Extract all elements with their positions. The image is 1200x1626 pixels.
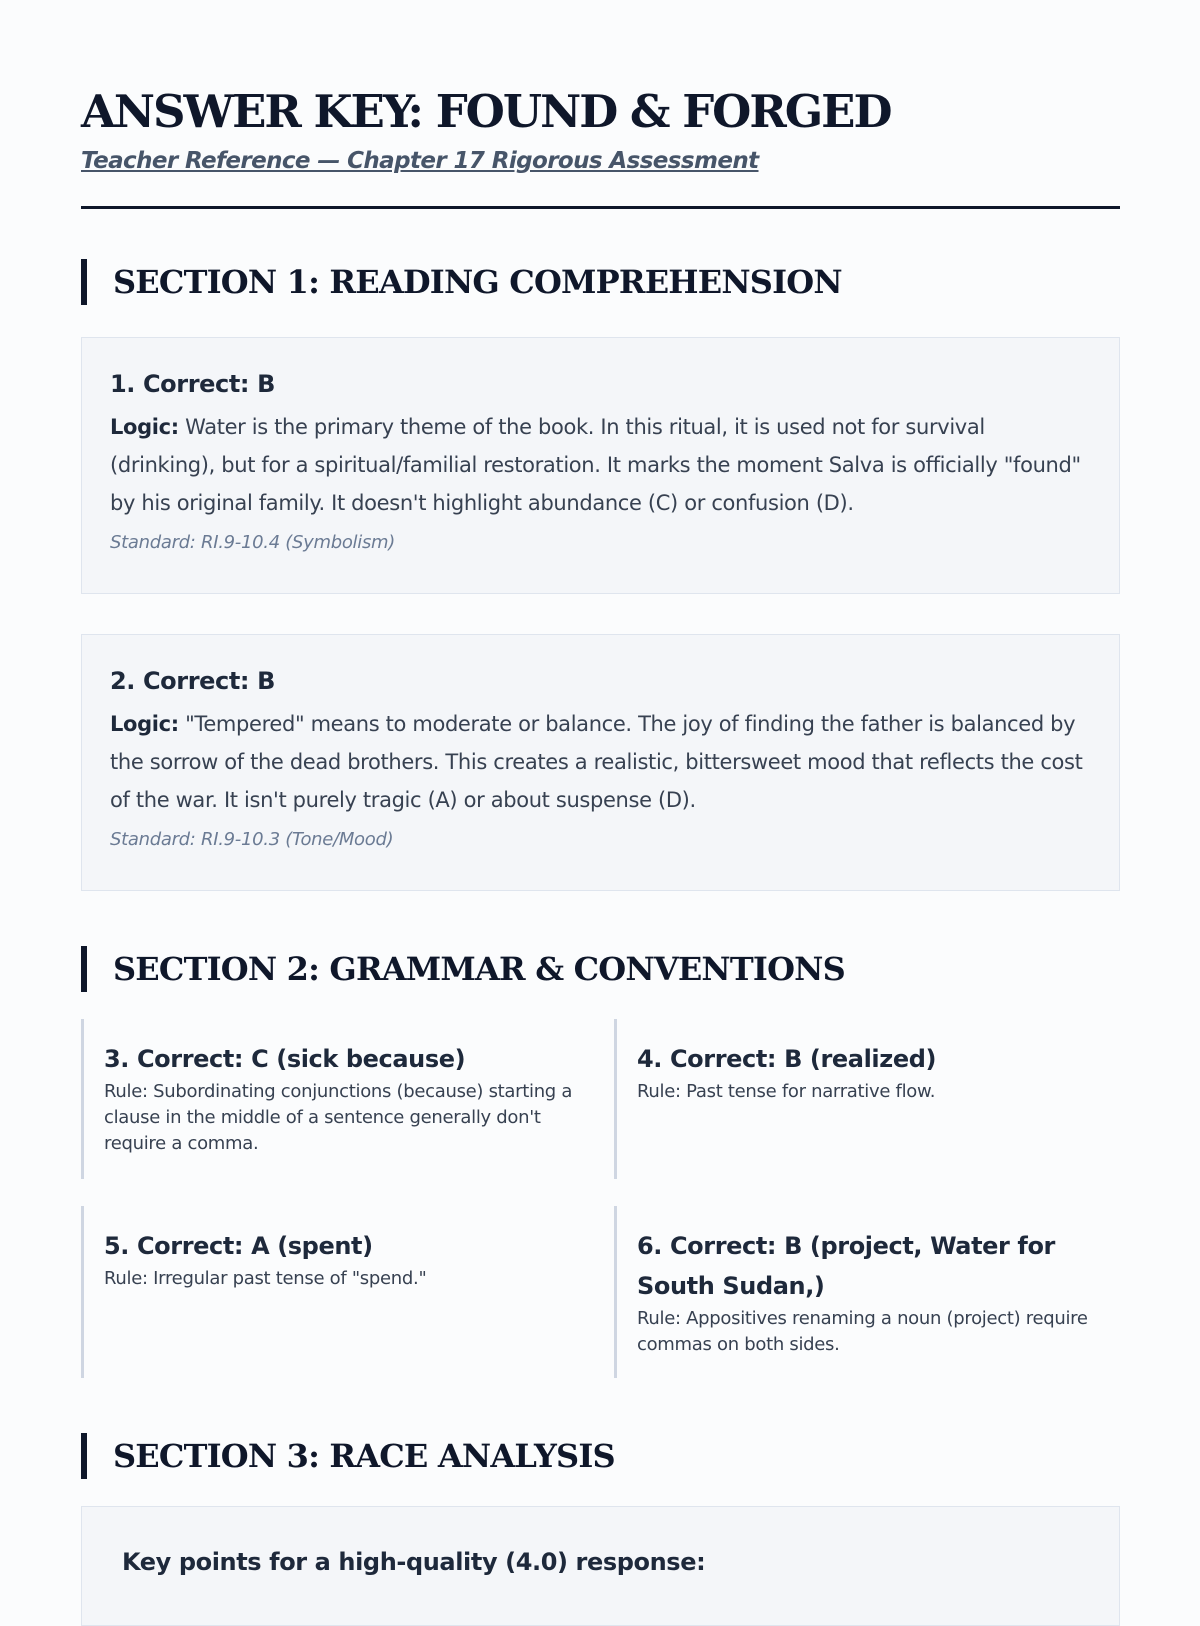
grammar-3-title: 3. Correct: C (sick because)	[104, 1045, 466, 1073]
grammar-item-3	[81, 1019, 601, 1179]
logic-text: "Tempered" means to moderate or balance. The joy of finding the father is balanced by the sorrow of the dead brothers. This creates a realistic, bittersweet mood that reflects the cost of the war. It isn't purely tragic (A) or about suspense (D).	[110, 712, 1083, 812]
grammar-4-rule: Rule: Past tense for narrative flow.	[637, 1081, 936, 1102]
grammar-5-title: 5. Correct: A (spent)	[104, 1232, 373, 1260]
answer-card-2	[81, 634, 1120, 891]
section-2-heading: SECTION 2: GRAMMAR & CONVENTIONS	[81, 946, 845, 992]
header-divider	[81, 206, 1120, 209]
race-analysis-card	[81, 1506, 1120, 1626]
answer-card-1	[81, 337, 1120, 594]
grammar-6-rule: Rule: Appositives renaming a noun (project) require commas on both sides.	[637, 1308, 1088, 1355]
document-title: ANSWER KEY: FOUND & FORGED	[81, 85, 891, 138]
answer-1-title: 1. Correct: B	[110, 370, 275, 398]
grammar-item-4	[614, 1019, 1120, 1179]
answer-key-page	[81, 0, 1120, 1600]
grammar-item-6	[614, 1206, 1120, 1378]
answer-1-logic	[110, 408, 1092, 522]
key-points-heading: Key points for a high-quality (4.0) response:	[122, 1548, 706, 1576]
grammar-3-rule: Rule: Subordinating conjunctions (because) starting a clause in the middle of a sentence generally don't require a comma.	[104, 1081, 573, 1154]
grammar-6-title: 6. Correct: B (project, Water for South Sudan,)	[637, 1232, 1055, 1300]
document-subtitle: Teacher Reference — Chapter 17 Rigorous Assessment	[81, 148, 759, 174]
answer-2-standard: Standard: RI.9-10.3 (Tone/Mood)	[110, 829, 394, 850]
logic-text: Water is the primary theme of the book. In this ritual, it is used not for survival (drinking), but for a spiritual/familial restoration. It marks the moment Salva is officially "found" by his original family. It doesn't highlight abundance (C) or confusion (D).	[110, 415, 1081, 515]
answer-2-logic	[110, 705, 1092, 819]
grammar-item-5	[81, 1206, 601, 1378]
grammar-4-title: 4. Correct: B (realized)	[637, 1045, 937, 1073]
answer-1-standard: Standard: RI.9-10.4 (Symbolism)	[110, 532, 395, 553]
section-3-heading: SECTION 3: RACE ANALYSIS	[81, 1433, 615, 1479]
section-1-heading: SECTION 1: READING COMPREHENSION	[81, 259, 842, 305]
grammar-5-rule: Rule: Irregular past tense of "spend."	[104, 1268, 427, 1289]
logic-label: Logic:	[110, 712, 179, 736]
answer-2-title: 2. Correct: B	[110, 667, 275, 695]
logic-label: Logic:	[110, 415, 179, 439]
